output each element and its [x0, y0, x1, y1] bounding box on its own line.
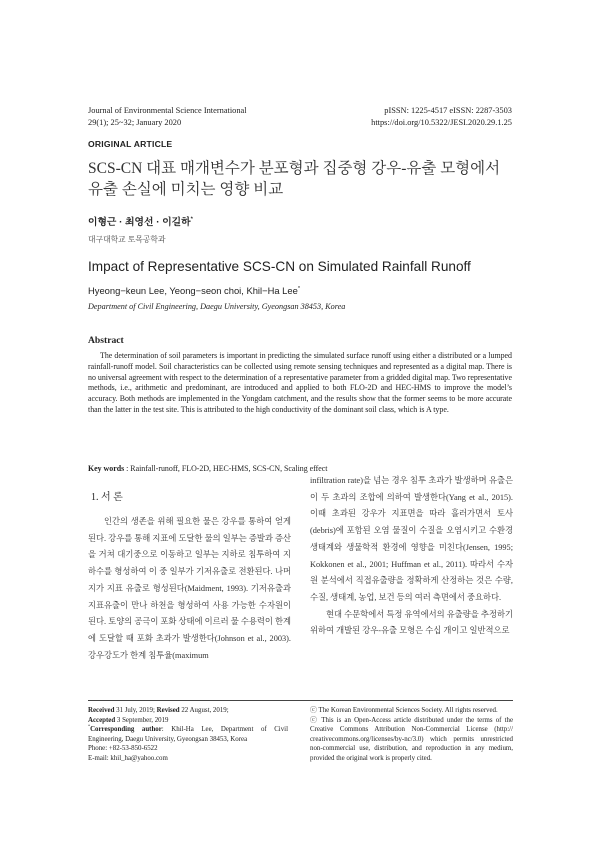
keywords-text: : Rainfall-runoff, FLO-2D, HEC-HMS, SCS-CN, Scaling effect [124, 464, 328, 473]
received-date: 31 July, 2019; [114, 707, 157, 714]
footnote-divider [88, 700, 513, 701]
left-column [88, 514, 291, 664]
journal-header-right [290, 105, 512, 128]
keywords-label: Key words [88, 464, 125, 473]
abstract-text: The determination of soil parameters is important in predicting the simulated surface runoff using either a distributed or a lumped rainfall-runoff model. Soil characteristics can be collected using remote sensing techniques and represented as a digital map. There is no universal agreement with respect to the determination of a representative parameter from a gridded digital map. Two representative methods, i.e., arithmetic and predominant, are introduced and applied to both FLO-2D and HEC-HMS to improve the model’s accuracy. Both methods are implemented in the Yongdam catchment, and the results show that the former seems to be more accurate than the latter in the test site. This is attributed to the high conductivity of the dominant soil class, which is A type. [88, 351, 512, 414]
email[interactable]: E-mail: khil_ha@yahoo.com [88, 754, 168, 762]
journal-name: Journal of Environmental Science International [88, 106, 247, 115]
paragraph: infiltration rate)을 넘는 경우 침투 초과가 발생하며 유출은 이 두 초과의 조합에 의하여 발생한다(Yang et al., 2015). 이때 초과된 강우가 지표면을 따라 흘러가면서 토사(debris)에 포함된 오염 물질이 수질을 오염시키고 수환경 생태계와 생물학적 환경에 영향을 미친다(Jensen, 1995; Kokkonen et al., 2001; Huffman et al., 2011). 따라서 수자원 분석에서 직접유출량을 정확하게 산정하는 것은 수량, 수질, 생태계, 농업, 보건 등의 여러 측면에서 중요하다. [310, 476, 513, 602]
section-heading: 1. 서 론 [91, 492, 123, 503]
article-type: ORIGINAL ARTICLE [88, 139, 173, 149]
korean-author-names: 이형근 · 최영선 · 이길하 [88, 217, 191, 228]
english-authors [88, 285, 300, 296]
corresponding-mark-en: * [297, 285, 301, 292]
corr-mark: * [88, 723, 91, 729]
revised-date: 22 August, 2019; [179, 707, 229, 714]
footnote-left [88, 706, 288, 763]
english-author-names: Hyeong−keun Lee, Yeong−seon choi, Khil−Ha Lee [88, 285, 298, 296]
corresponding-mark: * [190, 216, 193, 223]
korean-title-line2: 유출 손실에 미치는 영향 비교 [88, 181, 284, 198]
english-affiliation: Department of Civil Engineering, Daegu University, Gyeongsan 38453, Korea [88, 302, 346, 311]
corr-label: Corresponding author [90, 726, 162, 733]
accepted-line [88, 716, 288, 726]
corr-text: : Khil-Ha Lee, Department of Civil Engineering, Daegu University, Gyeongsan 38453, Korea [88, 726, 288, 743]
copyright: ⓒ The Korean Environmental Sciences Society. All rights reserved. [310, 707, 498, 714]
right-column [310, 473, 513, 640]
paragraph: 인간의 생존을 위해 필요한 물은 강우를 통하여 얻게 된다. 강우를 통해 지표에 도달한 물의 일부는 증발과 증산을 거쳐 대기중으로 이동하고 일부는 지하로 침투하여 지하수를 형성하여 이 중 일부가 기저유출로 전환된다. 나머지가 지표 유출로 형성된다(Maidment, 1993). 기저유출과 지표유출이 만나 하천을 형성하여 사용 가능한 수자원이 된다. 토양의 공극이 포화 상태에 이르러 물 수용력이 한계에 도달할 때 포화 초과가 발생한다(Johnson et al., 2003). 강우강도가 한계 침투율(maximum [88, 517, 292, 660]
korean-affiliation: 대구대학교 토목공학과 [88, 235, 166, 244]
license-text: ⓒ This is an Open-Access article distributed under the terms of the Creative Commons Attribution Non-Commercial License (http:// creativecommons.org/licenses/by-nc/3.0) which permits unrestricted non-commercial use, distribution, and reproduction in any medium, provided the original work is properly cited. [310, 716, 513, 762]
dates-line [88, 706, 288, 716]
paragraph: 현대 수문학에서 특정 유역에서의 유출량을 추정하기 위하여 개발된 강우-유출 모형은 수십 개이고 일반적으로 [310, 609, 513, 636]
volume-issue: 29(1); 25~32; January 2020 [88, 117, 182, 127]
issn: pISSN: 1225-4517 eISSN: 2287-3503 [384, 106, 512, 115]
corresponding-author [88, 725, 288, 744]
accepted-label: Accepted [88, 716, 116, 724]
keywords [88, 464, 512, 473]
revised-label: Revised [156, 707, 180, 714]
abstract-heading: Abstract [88, 335, 124, 346]
phone: Phone: +82-53-850-6522 [88, 745, 158, 752]
korean-title [88, 158, 518, 200]
footnote-right [310, 706, 513, 763]
accepted-date: 3 September, 2019 [115, 716, 169, 724]
received-label: Received [88, 707, 115, 714]
korean-title-line1: SCS-CN 대표 매개변수가 분포형과 집중형 강우-유출 모형에서 [88, 160, 501, 177]
doi-link[interactable]: https://doi.org/10.5322/JESI.2020.29.1.25 [371, 117, 512, 127]
english-title: Impact of Representative SCS-CN on Simulated Rainfall Runoff [88, 259, 471, 274]
korean-authors [88, 214, 193, 228]
